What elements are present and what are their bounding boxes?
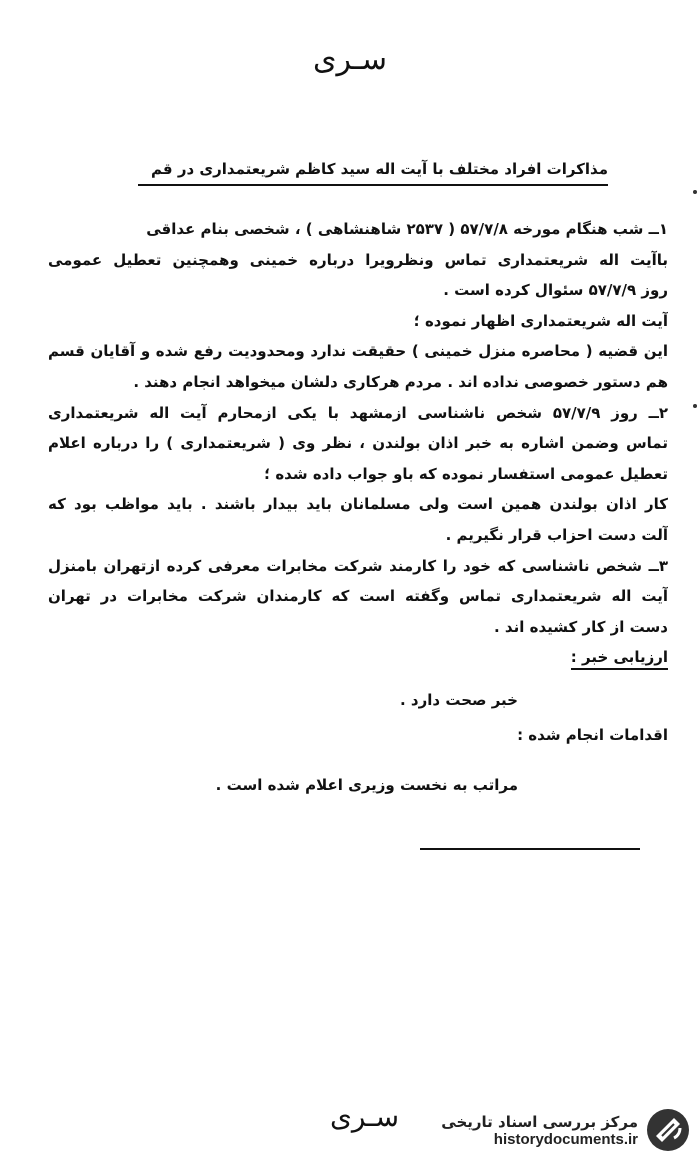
history-documents-logo-icon [644,1106,692,1154]
body-line: باآیت اله شریعتمداری تماس ونظرویرا درباره خمینی وهمچنین تعطیل عمومی [48,250,668,269]
margin-mark [693,190,697,194]
watermark-url: historydocuments.ir [493,1130,638,1148]
document-title: مذاکرات افراد مختلف با آیت اله سید کاظم شریعتمداری در قم [138,160,608,186]
body-line: کار اذان بولندن همین است ولی مسلمانان باید بیدار باشند . باید مواظب بود که [48,495,668,514]
document-body [48,214,668,801]
body-line: ۱ــ شب هنگام مورخه ۵۷/۷/۸ ( ۲۵۳۷ شاهنشاهی ) ، شخصی بنام عداقی [146,220,668,238]
watermark-text [441,1113,638,1148]
body-line: هم دستور خصوصی نداده اند . مردم هرکاری دلشان میخواهد انجام دهند . [133,372,668,391]
assessment-result: خبر صحت دارد . [400,690,518,709]
body-line: آلت دست احزاب قرار نگیریم . [445,525,668,544]
assessment-heading-text: ارزیابی خبر : [571,648,668,670]
body-line: آیت اله شریعتمداری اظهار نموده ؛ [413,311,668,330]
body-line: تعطیل عمومی استفسار نموده که باو جواب داده شده ؛ [264,464,668,483]
actions-result: مراتب به نخست وزیری اعلام شده است . [215,776,518,795]
assessment-heading [48,642,668,673]
body-line: ۳ــ شخص ناشناسی که خود را کارمند شرکت مخابرات معرفی کرده ازتهران بامنزل [48,556,668,575]
body-line: دست از کار کشیده اند . [494,617,668,636]
body-line: تماس وضمن اشاره به خبر اذان بولندن ، نظر وی ( شریعتمداری ) را درباره اعلام [48,434,668,453]
body-line: روز ۵۷/۷/۹ سئوال کرده است . [443,281,668,300]
archive-watermark [392,1102,692,1158]
margin-mark [693,404,697,408]
header-classification: سـری [313,42,387,77]
watermark-persian: مرکز بررسی اسناد تاریخی [441,1112,638,1131]
body-line: آیت اله شریعتمداری تماس وگفته است که کارمندان شرکت مخابرات در تهران [48,587,668,606]
actions-heading: اقدامات انجام شده : [517,725,668,744]
footer-classification: سـری [330,1100,400,1133]
body-line: ۲ــ روز ۵۷/۷/۹ شخص ناشناسی ازمشهد با یکی ازمحارم آیت اله شریعتمداری [48,403,668,422]
body-line: این قضیه ( محاصره منزل خمینی ) حقیقت ندارد ومحدودیت رفع شده و آقایان قسم [48,342,668,361]
actions-underline [420,848,640,850]
